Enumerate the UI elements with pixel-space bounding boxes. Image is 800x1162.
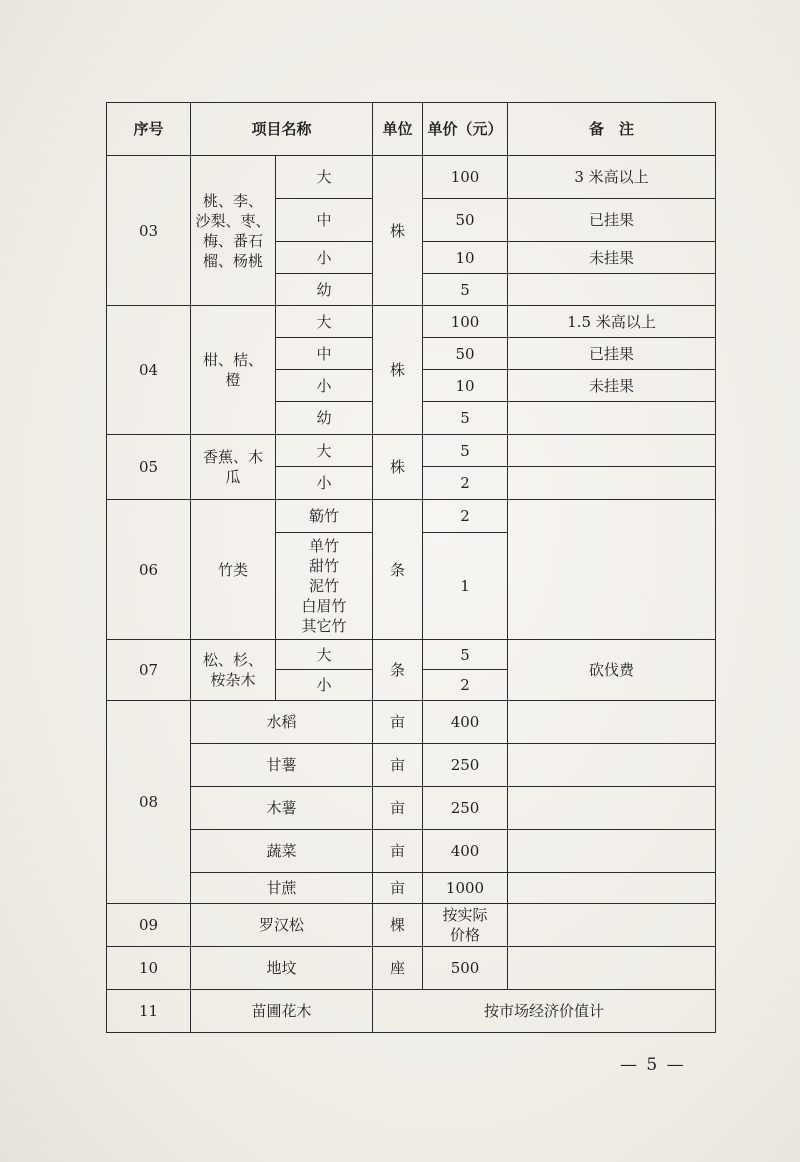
header-remark: 备 注 [508,103,716,156]
size-cell: 幼 [276,274,373,306]
seq-cell: 06 [107,500,191,640]
table-row [107,787,716,830]
item-name-cell: 竹类 [191,500,276,640]
price-cell: 50 [423,338,508,370]
price-cell: 2 [423,670,508,701]
item-name-cell: 柑、桔、 橙 [191,306,276,435]
price-cell: 2 [423,500,508,533]
item-name-cell: 罗汉松 [191,904,373,947]
price-cell: 250 [423,787,508,830]
size-cell: 中 [276,338,373,370]
remark-cell [508,402,716,435]
remark-cell: 未挂果 [508,242,716,274]
header-unit: 单位 [373,103,423,156]
size-cell: 幼 [276,402,373,435]
unit-cell: 亩 [373,873,423,904]
remark-cell: 已挂果 [508,199,716,242]
size-cell: 大 [276,306,373,338]
unit-cell: 座 [373,947,423,990]
seq-cell: 09 [107,904,191,947]
remark-cell [508,701,716,744]
seq-cell: 05 [107,435,191,500]
remark-cell [508,830,716,873]
item-name-cell: 桃、李、 沙梨、枣、 梅、番石 榴、杨桃 [191,156,276,306]
price-cell: 500 [423,947,508,990]
price-cell: 400 [423,830,508,873]
table-row [107,435,716,467]
unit-cell: 亩 [373,701,423,744]
item-name-cell: 水稻 [191,701,373,744]
table-row [107,947,716,990]
price-cell: 按实际 价格 [423,904,508,947]
table-row [107,306,716,338]
unit-cell: 株 [373,156,423,306]
remark-cell [508,787,716,830]
price-cell: 100 [423,306,508,338]
price-cell: 5 [423,402,508,435]
table-row [107,701,716,744]
remark-cell [508,435,716,467]
unit-cell: 亩 [373,830,423,873]
price-cell: 10 [423,242,508,274]
size-cell: 小 [276,670,373,701]
remark-cell: 砍伐费 [508,640,716,701]
size-cell: 小 [276,467,373,500]
price-cell: 1000 [423,873,508,904]
price-cell: 5 [423,274,508,306]
table-row [107,500,716,533]
size-cell: 大 [276,640,373,670]
seq-cell: 04 [107,306,191,435]
header-price: 单价（元） [423,103,508,156]
table-row [107,904,716,947]
remark-cell: 3 米高以上 [508,156,716,199]
remark-cell [508,744,716,787]
header-row [107,103,716,156]
remark-cell: 1.5 米高以上 [508,306,716,338]
valuation-note-cell: 按市场经济价值计 [373,990,716,1033]
item-name-cell: 苗圃花木 [191,990,373,1033]
size-cell: 小 [276,370,373,402]
price-cell: 1 [423,533,508,640]
table-row [107,640,716,670]
price-cell: 2 [423,467,508,500]
size-cell: 单竹 甜竹 泥竹 白眉竹 其它竹 [276,533,373,640]
remark-cell [508,947,716,990]
compensation-table [106,102,716,1033]
remark-cell [508,467,716,500]
price-cell: 5 [423,435,508,467]
price-cell: 400 [423,701,508,744]
unit-cell: 亩 [373,787,423,830]
unit-cell: 条 [373,500,423,640]
size-cell: 小 [276,242,373,274]
table-row [107,990,716,1033]
seq-cell: 10 [107,947,191,990]
item-name-cell: 甘蔗 [191,873,373,904]
size-cell: 大 [276,156,373,199]
remark-cell: 已挂果 [508,338,716,370]
item-name-cell: 甘薯 [191,744,373,787]
remark-cell [508,500,716,640]
table-row [107,156,716,199]
unit-cell: 株 [373,435,423,500]
header-seq: 序号 [107,103,191,156]
seq-cell: 11 [107,990,191,1033]
remark-cell [508,274,716,306]
header-name: 项目名称 [191,103,373,156]
price-cell: 10 [423,370,508,402]
item-name-cell: 蔬菜 [191,830,373,873]
unit-cell: 亩 [373,744,423,787]
unit-cell: 棵 [373,904,423,947]
item-name-cell: 木薯 [191,787,373,830]
remark-cell [508,904,716,947]
remark-cell: 未挂果 [508,370,716,402]
price-cell: 5 [423,640,508,670]
seq-cell: 07 [107,640,191,701]
price-cell: 50 [423,199,508,242]
size-cell: 中 [276,199,373,242]
size-cell: 簕竹 [276,500,373,533]
seq-cell: 03 [107,156,191,306]
size-cell: 大 [276,435,373,467]
item-name-cell: 地坟 [191,947,373,990]
price-cell: 250 [423,744,508,787]
item-name-cell: 香蕉、木 瓜 [191,435,276,500]
seq-cell: 08 [107,701,191,904]
unit-cell: 株 [373,306,423,435]
price-cell: 100 [423,156,508,199]
table-row [107,830,716,873]
item-name-cell: 松、杉、 桉杂木 [191,640,276,701]
table-row [107,873,716,904]
unit-cell: 条 [373,640,423,701]
page-number: — 5 — [620,1055,686,1075]
remark-cell [508,873,716,904]
table-row [107,744,716,787]
